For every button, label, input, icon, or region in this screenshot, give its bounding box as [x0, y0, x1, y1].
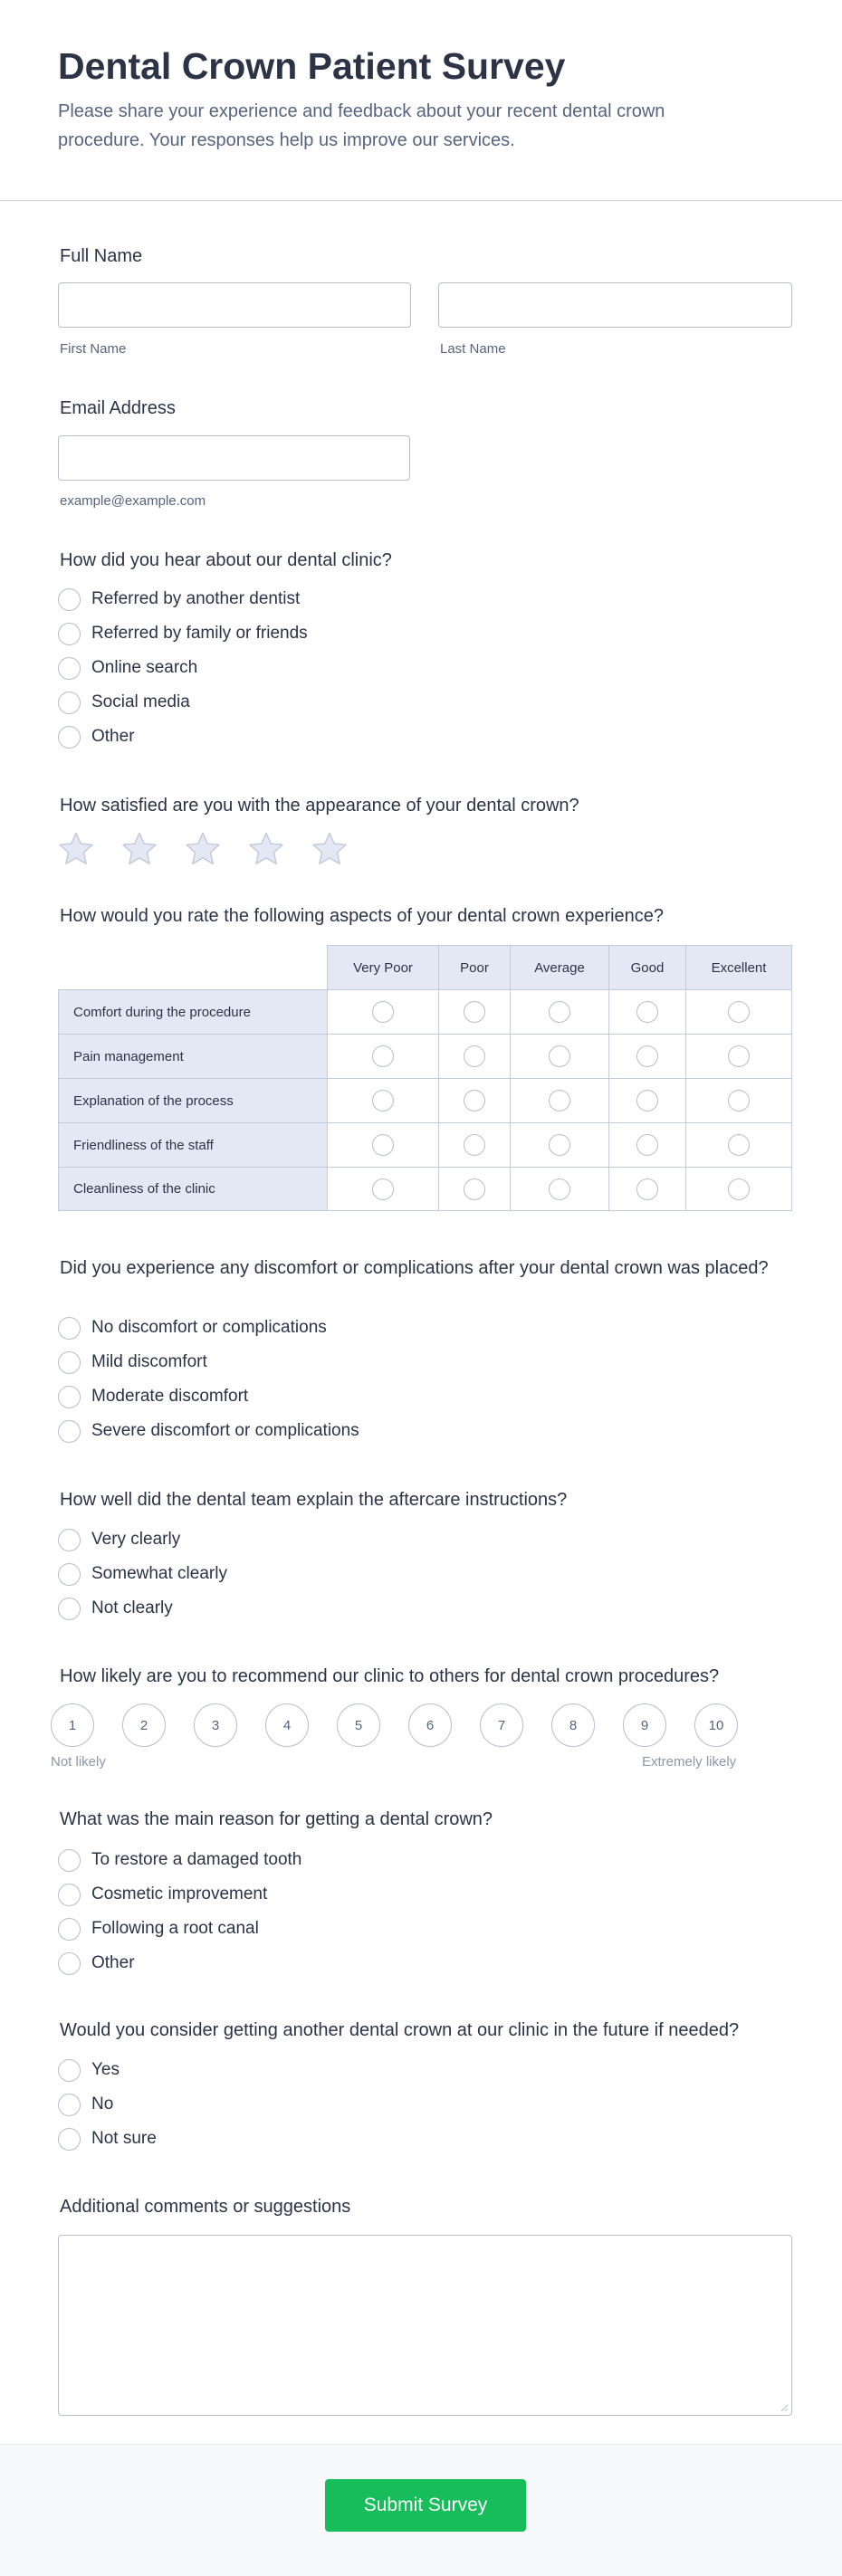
matrix-radio[interactable] — [549, 1045, 570, 1067]
option-label: Other — [91, 1953, 135, 1972]
future-label: Would you consider getting another dental crown at our clinic in the future if needed? — [60, 2020, 740, 2040]
comments-label: Additional comments or suggestions — [60, 2197, 351, 2217]
radio-option[interactable] — [58, 2122, 157, 2156]
discomfort-options — [58, 1311, 359, 1448]
radio-option[interactable] — [58, 1843, 301, 1877]
first-name-sublabel: First Name — [60, 341, 127, 357]
option-label: Cosmetic improvement — [91, 1884, 268, 1903]
matrix-radio[interactable] — [464, 1178, 485, 1200]
matrix-row — [58, 1034, 792, 1078]
matrix-row — [58, 1122, 792, 1167]
first-name-input[interactable] — [58, 282, 411, 328]
matrix-radio[interactable] — [549, 1090, 570, 1111]
star-icon[interactable] — [310, 829, 349, 869]
option-label: No — [91, 2094, 114, 2113]
radio-button[interactable] — [58, 588, 81, 611]
matrix-radio[interactable] — [372, 1090, 394, 1111]
matrix-radio[interactable] — [464, 1134, 485, 1156]
radio-button[interactable] — [58, 1918, 81, 1941]
option-label: Very clearly — [91, 1530, 181, 1549]
last-name-input[interactable] — [438, 282, 792, 328]
matrix-row — [58, 1167, 792, 1211]
radio-option[interactable] — [58, 2053, 157, 2087]
radio-button[interactable] — [58, 623, 81, 645]
scale-option[interactable]: 2 — [122, 1703, 166, 1747]
recommend-label: How likely are you to recommend our clinic to others for dental crown procedures? — [60, 1666, 720, 1686]
scale-option[interactable]: 6 — [408, 1703, 452, 1747]
radio-button[interactable] — [58, 1420, 81, 1443]
email-label: Email Address — [60, 398, 176, 418]
radio-option[interactable] — [58, 582, 308, 616]
radio-option[interactable] — [58, 616, 308, 651]
option-label: Mild discomfort — [91, 1352, 207, 1371]
star-icon[interactable] — [183, 829, 223, 869]
matrix-radio[interactable] — [728, 1001, 750, 1023]
scale-option[interactable]: 1 — [51, 1703, 94, 1747]
matrix-label: How would you rate the following aspects of your dental crown experience? — [60, 906, 665, 926]
matrix-column-header: Average — [511, 945, 609, 989]
form-header — [0, 0, 842, 201]
aftercare-label: How well did the dental team explain the aftercare instructions? — [60, 1490, 568, 1510]
radio-option[interactable] — [58, 1946, 301, 1980]
matrix-row-label: Friendliness of the staff — [58, 1122, 328, 1167]
matrix-radio[interactable] — [372, 1001, 394, 1023]
scale-option[interactable]: 8 — [551, 1703, 595, 1747]
recommend-scale — [51, 1703, 738, 1747]
option-label: To restore a damaged tooth — [91, 1850, 302, 1869]
matrix-radio[interactable] — [464, 1090, 485, 1111]
radio-button[interactable] — [58, 1563, 81, 1586]
matrix-radio[interactable] — [549, 1134, 570, 1156]
matrix-radio[interactable] — [464, 1045, 485, 1067]
matrix-row-label: Explanation of the process — [58, 1078, 328, 1122]
radio-button[interactable] — [58, 1849, 81, 1872]
scale-option[interactable]: 4 — [265, 1703, 309, 1747]
matrix-radio[interactable] — [464, 1001, 485, 1023]
matrix-radio[interactable] — [636, 1134, 658, 1156]
matrix-radio[interactable] — [728, 1045, 750, 1067]
radio-option[interactable] — [58, 2087, 157, 2122]
radio-button[interactable] — [58, 1317, 81, 1340]
satisfaction-label: How satisfied are you with the appearance of your dental crown? — [60, 796, 579, 816]
scale-option[interactable]: 9 — [623, 1703, 666, 1747]
option-label: Yes — [91, 2060, 120, 2079]
matrix-radio[interactable] — [636, 1178, 658, 1200]
radio-button[interactable] — [58, 657, 81, 680]
radio-option[interactable] — [58, 1522, 227, 1557]
matrix-radio[interactable] — [636, 1001, 658, 1023]
radio-option[interactable] — [58, 1345, 359, 1379]
full-name-label: Full Name — [60, 246, 143, 266]
radio-button[interactable] — [58, 692, 81, 714]
radio-option[interactable] — [58, 720, 308, 754]
scale-option[interactable]: 3 — [194, 1703, 237, 1747]
matrix-row-label: Comfort during the procedure — [58, 989, 328, 1034]
option-label: Not sure — [91, 2129, 157, 2148]
matrix-corner — [58, 945, 328, 989]
discomfort-label: Did you experience any discomfort or complications after your dental crown was placed? — [60, 1258, 769, 1278]
hear-about-label: How did you hear about our dental clinic? — [60, 550, 392, 570]
matrix-radio[interactable] — [372, 1134, 394, 1156]
matrix-radio[interactable] — [728, 1178, 750, 1200]
option-label: Online search — [91, 658, 198, 677]
star-icon[interactable] — [56, 829, 96, 869]
option-label: Referred by family or friends — [91, 624, 308, 643]
radio-option[interactable] — [58, 685, 308, 720]
matrix-radio[interactable] — [636, 1090, 658, 1111]
option-label: Severe discomfort or complications — [91, 1421, 359, 1440]
comments-textarea[interactable] — [58, 2235, 792, 2416]
form-footer — [0, 2444, 842, 2576]
option-label: Moderate discomfort — [91, 1387, 249, 1406]
matrix-row — [58, 1078, 792, 1122]
radio-button[interactable] — [58, 1952, 81, 1975]
last-name-sublabel: Last Name — [440, 341, 506, 357]
radio-button[interactable] — [58, 2094, 81, 2116]
scale-high-label: Extremely likely — [642, 1754, 737, 1770]
matrix-column-header: Good — [609, 945, 686, 989]
submit-button[interactable]: Submit Survey — [325, 2479, 526, 2532]
matrix-radio[interactable] — [549, 1178, 570, 1200]
reason-label: What was the main reason for getting a dental crown? — [60, 1809, 493, 1829]
radio-option[interactable] — [58, 1877, 301, 1912]
rating-matrix — [58, 945, 792, 1211]
matrix-column-header: Very Poor — [328, 945, 439, 989]
radio-option[interactable] — [58, 651, 308, 685]
radio-option[interactable] — [58, 1379, 359, 1414]
matrix-radio[interactable] — [728, 1134, 750, 1156]
aftercare-options — [58, 1522, 227, 1626]
scale-option[interactable]: 7 — [480, 1703, 523, 1747]
radio-button[interactable] — [58, 2059, 81, 2082]
email-sublabel: example@example.com — [60, 493, 206, 509]
page-title: Dental Crown Patient Survey — [58, 45, 566, 87]
matrix-radio[interactable] — [549, 1001, 570, 1023]
matrix-radio[interactable] — [636, 1045, 658, 1067]
radio-option[interactable] — [58, 1591, 227, 1626]
scale-option[interactable]: 5 — [337, 1703, 380, 1747]
matrix-row-label: Pain management — [58, 1034, 328, 1078]
radio-button[interactable] — [58, 1351, 81, 1374]
radio-button[interactable] — [58, 2128, 81, 2151]
matrix-column-header: Poor — [439, 945, 511, 989]
scale-option[interactable]: 10 — [694, 1703, 738, 1747]
option-label: No discomfort or complications — [91, 1318, 327, 1337]
matrix-row-label: Cleanliness of the clinic — [58, 1167, 328, 1211]
matrix-column-header: Excellent — [686, 945, 792, 989]
option-label: Social media — [91, 692, 190, 711]
star-icon[interactable] — [246, 829, 286, 869]
matrix-row — [58, 989, 792, 1034]
radio-button[interactable] — [58, 1529, 81, 1551]
option-label: Following a root canal — [91, 1919, 259, 1938]
page-subtitle: Please share your experience and feedback about your recent dental crown procedure. Your responses help us improve our services. — [58, 101, 665, 150]
hear-about-options — [58, 582, 308, 754]
matrix-radio[interactable] — [372, 1045, 394, 1067]
resize-grip-icon[interactable] — [780, 2403, 789, 2412]
option-label: Other — [91, 727, 135, 746]
radio-option[interactable] — [58, 1311, 359, 1345]
radio-button[interactable] — [58, 1884, 81, 1906]
star-icon[interactable] — [120, 829, 159, 869]
future-options — [58, 2053, 157, 2156]
option-label: Somewhat clearly — [91, 1564, 227, 1583]
option-label: Not clearly — [91, 1598, 173, 1617]
star-rating — [56, 829, 373, 869]
scale-low-label: Not likely — [51, 1754, 106, 1770]
radio-option[interactable] — [58, 1557, 227, 1591]
radio-option[interactable] — [58, 1912, 301, 1946]
radio-option[interactable] — [58, 1414, 359, 1448]
option-label: Referred by another dentist — [91, 589, 301, 608]
radio-button[interactable] — [58, 726, 81, 749]
matrix-radio[interactable] — [372, 1178, 394, 1200]
radio-button[interactable] — [58, 1598, 81, 1620]
radio-button[interactable] — [58, 1386, 81, 1408]
reason-options — [58, 1843, 301, 1980]
matrix-radio[interactable] — [728, 1090, 750, 1111]
email-input[interactable] — [58, 435, 410, 481]
